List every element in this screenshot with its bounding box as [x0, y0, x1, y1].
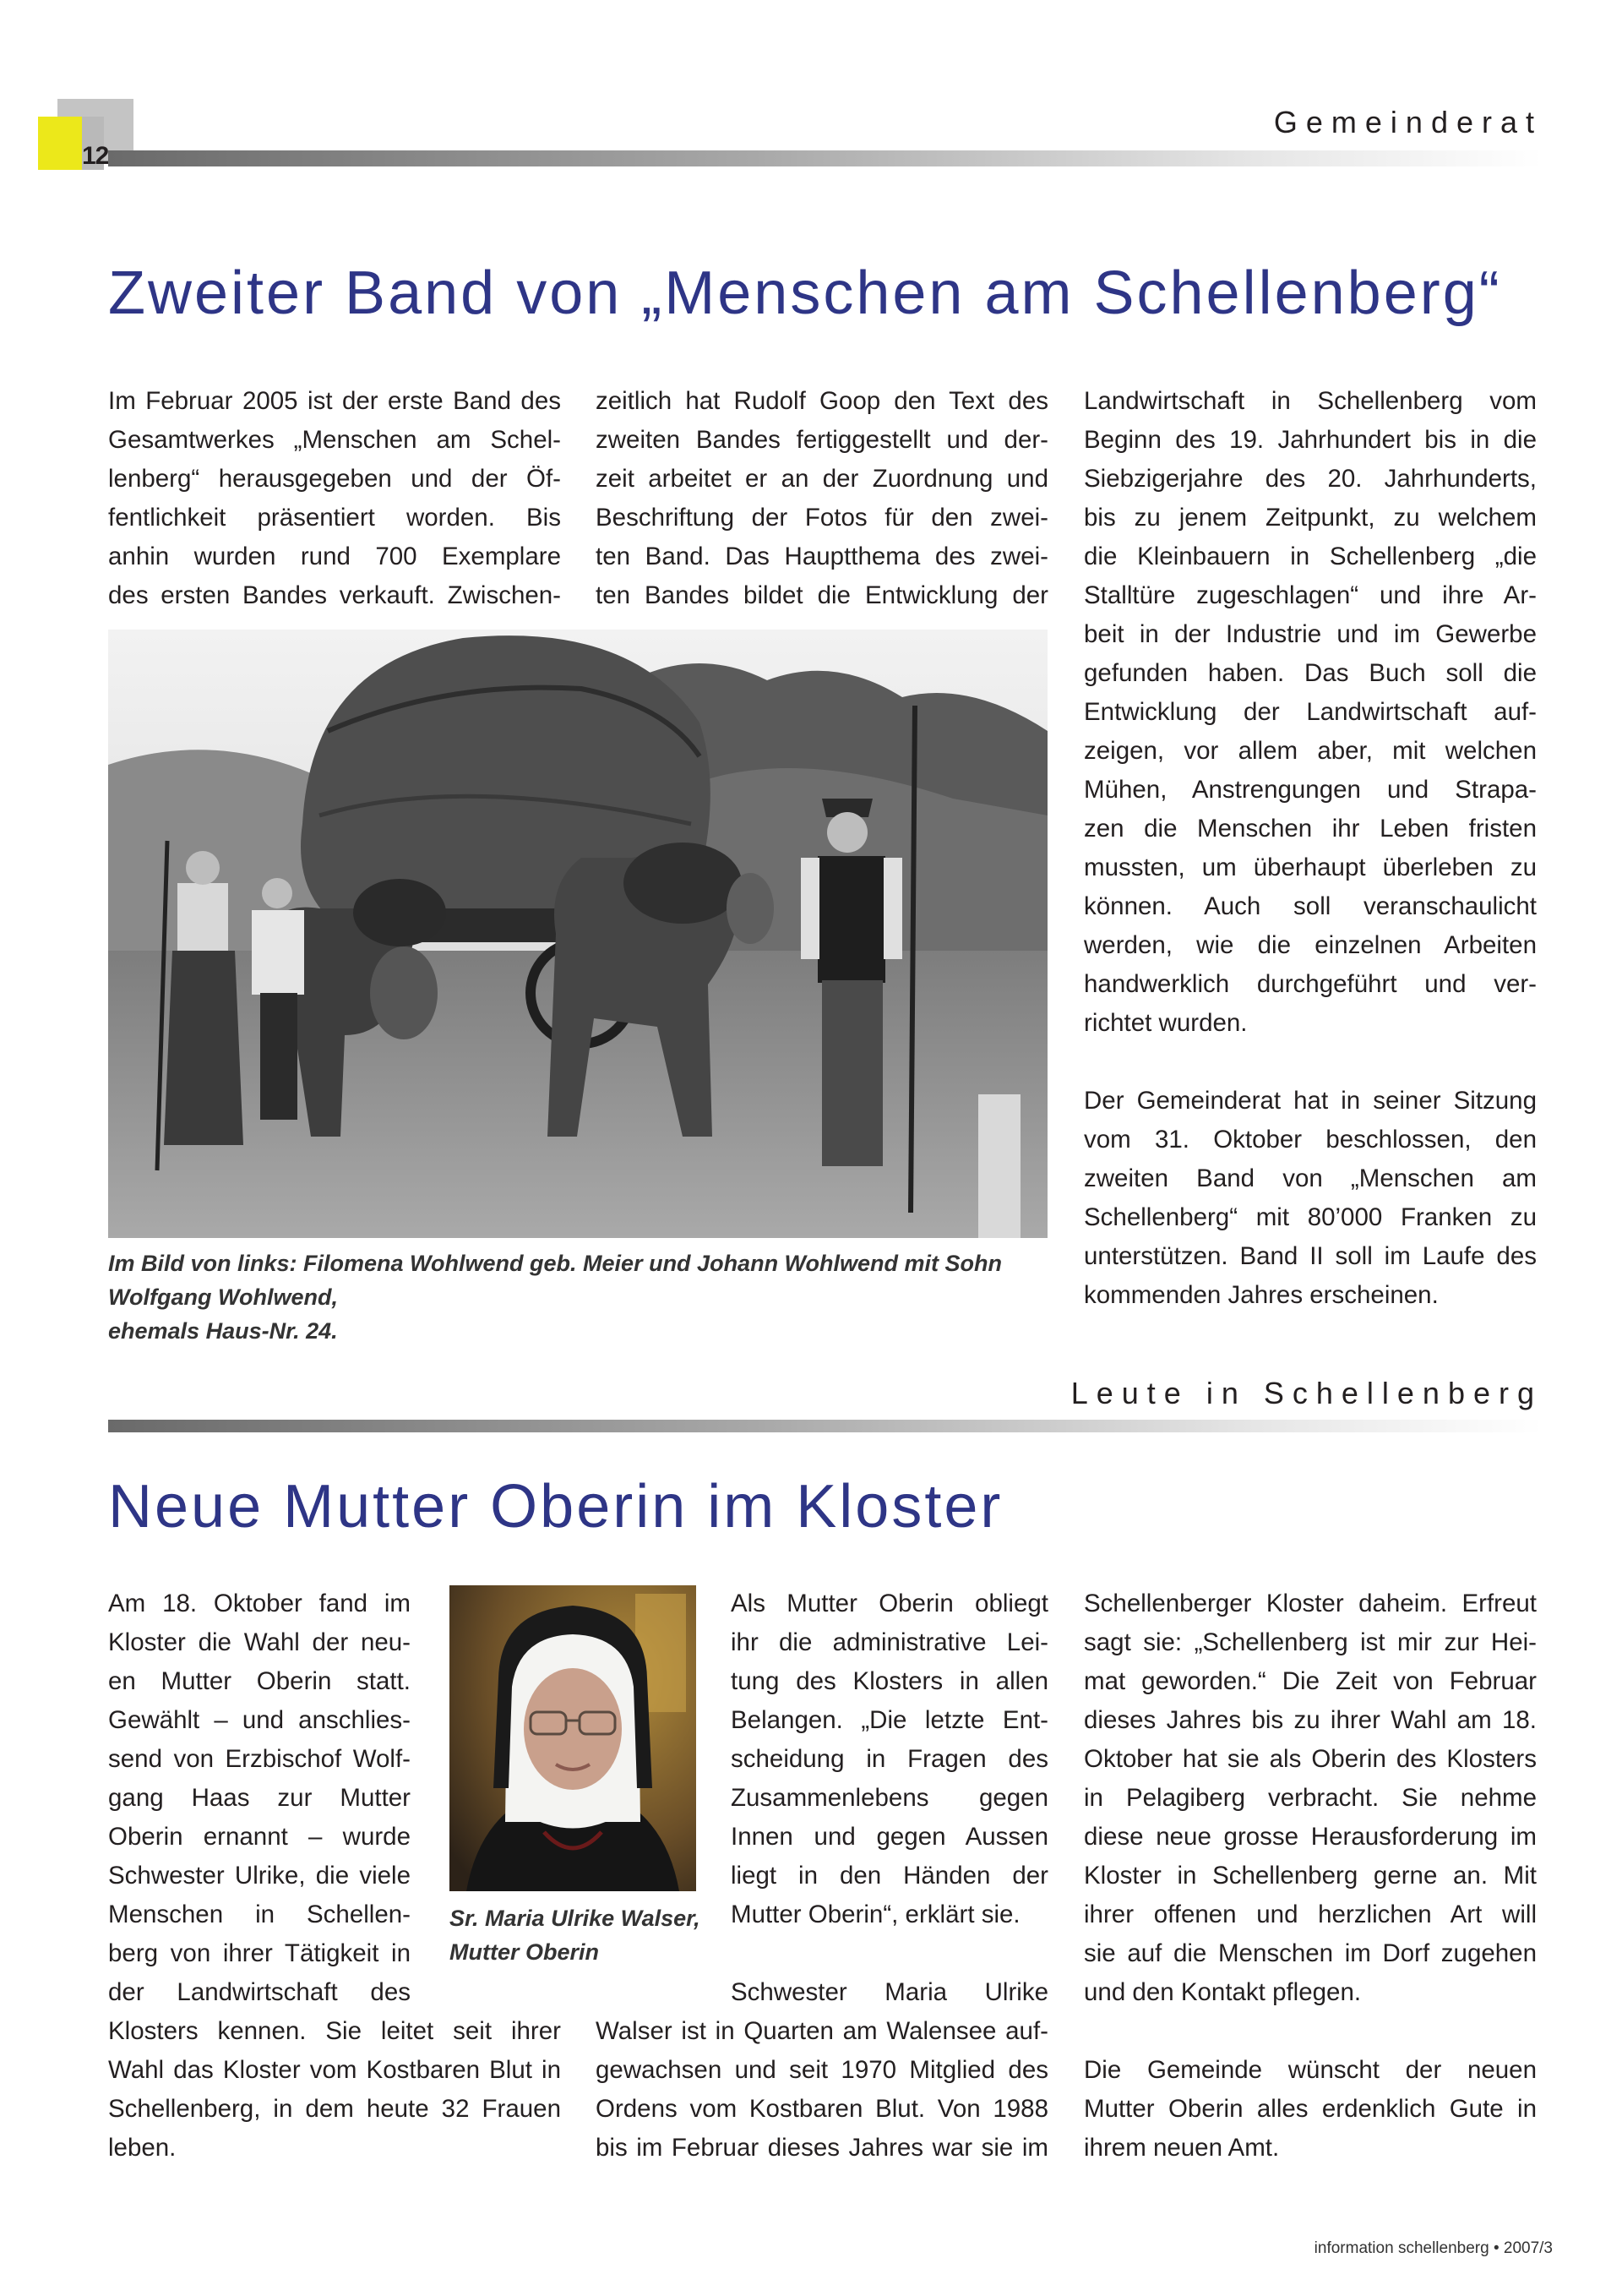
- text-line: Wahl das Kloster vom Kostbaren Blut in: [108, 2056, 561, 2084]
- article1-col3-paragraph-1: [1084, 382, 1537, 1043]
- text-line: Kloster in Schellenberg gerne an. Mit: [1084, 1862, 1537, 1890]
- caption-line: Mutter Oberin: [449, 1939, 600, 1965]
- text-line: Innen und gegen Aussen: [731, 1823, 1048, 1851]
- text-line: dieses Jahres bis zu ihrer Wahl am 18.: [1084, 1706, 1537, 1734]
- text-line: Schellenberger Kloster daheim. Erfreut: [1084, 1590, 1537, 1617]
- text-line: mussten, um überhaupt überleben zu: [1084, 854, 1537, 881]
- section-divider-gradient-bar: [108, 1420, 1543, 1432]
- text-line: Oktober hat sie als Oberin des Klosters: [1084, 1745, 1537, 1773]
- text-line: scheidung in Fragen des: [731, 1745, 1048, 1773]
- article1-column-2: [596, 382, 1048, 615]
- article2-col2-paragraph-2: [596, 1973, 1048, 2168]
- text-line: Als Mutter Oberin obliegt: [731, 1590, 1048, 1617]
- text-line: richtet wurden.: [1084, 1009, 1248, 1037]
- text-line: Menschen in Schellen-: [108, 1901, 411, 1928]
- text-line: gewachsen und seit 1970 Mitglied des: [596, 2056, 1048, 2084]
- text-line: mat geworden.“ Die Zeit von Februar: [1084, 1667, 1537, 1695]
- hay-wagon-photo-illustration: [108, 630, 1048, 1238]
- article1-col1-paragraph: [108, 382, 561, 615]
- text-line: leben.: [108, 2134, 177, 2162]
- text-line: können. Auch soll veranschaulicht: [1084, 892, 1537, 920]
- text-line: en Mutter Oberin statt.: [108, 1667, 411, 1695]
- text-line: beit in der Industrie und im Gewerbe: [1084, 620, 1537, 648]
- text-line: anhin wurden rund 700 Exemplare: [108, 543, 561, 570]
- text-line: Die Gemeinde wünscht der neuen: [1084, 2056, 1537, 2084]
- text-line: diese neue grosse Herausforderung im: [1084, 1823, 1537, 1851]
- text-line: Siebzigerjahre des 20. Jahrhunderts,: [1084, 465, 1537, 493]
- page-number: 12: [82, 142, 109, 170]
- text-line: des ersten Bandes verkauft. Zwischen-: [108, 581, 561, 609]
- text-line: Schwester Ulrike, die viele: [108, 1862, 411, 1890]
- text-line: liegt in den Händen der: [731, 1862, 1048, 1890]
- caption-line: Sr. Maria Ulrike Walser,: [449, 1906, 700, 1931]
- caption-line: Im Bild von links: Filomena Wohlwend geb. Meier und Johann Wohlwend mit Sohn Wolfgang Wohlwend,: [108, 1251, 1003, 1310]
- text-line: ten Band. Das Hauptthema des zwei-: [596, 543, 1048, 570]
- text-line: zen die Menschen ihr Leben fristen: [1084, 815, 1537, 843]
- text-line: lenberg“ herausgegeben und der Öf-: [108, 465, 561, 493]
- text-line: ihr die administrative Lei-: [731, 1628, 1048, 1656]
- text-line: Gesamtwerkes „Menschen am Schel-: [108, 426, 561, 454]
- article1-title: Zweiter Band von „Menschen am Schellenberg“: [108, 259, 1502, 327]
- text-line: tung des Klosters in allen: [731, 1667, 1048, 1695]
- text-line: zeigen, vor allem aber, mit welchen: [1084, 737, 1537, 765]
- text-line: sie auf die Menschen im Dorf zugehen: [1084, 1939, 1537, 1967]
- text-line: bis im Februar dieses Jahres war sie im: [596, 2134, 1048, 2162]
- text-line: Schellenberg, in dem heute 32 Frauen: [108, 2095, 561, 2123]
- caption-line: ehemals Haus-Nr. 24.: [108, 1318, 338, 1344]
- section-label-gemeinderat: Gemeinderat: [1273, 105, 1543, 139]
- text-line: zeit arbeitet er an der Zuordnung und: [596, 465, 1048, 493]
- text-line: gang Haas zur Mutter: [108, 1784, 411, 1812]
- text-line: ihrer offenen und herzlichen Art will: [1084, 1901, 1537, 1928]
- text-line: gefunden haben. Das Buch soll die: [1084, 659, 1537, 687]
- text-line: berg von ihrer Tätigkeit in: [108, 1939, 411, 1967]
- text-line: Mutter Oberin“, erklärt sie.: [731, 1901, 1021, 1928]
- text-line: Oberin ernannt – wurde: [108, 1823, 411, 1851]
- text-line: sagt sie: „Schellenberg ist mir zur Hei-: [1084, 1628, 1537, 1656]
- text-line: Schwester Maria Ulrike: [731, 1978, 1048, 2006]
- hay-wagon-oxen-photo: [108, 630, 1048, 1238]
- footer-publication-info: information schellenberg • 2007/3: [1314, 2239, 1553, 2257]
- article1-photo-caption: [108, 1246, 1054, 1348]
- text-line: Beginn des 19. Jahrhundert bis in die: [1084, 426, 1537, 454]
- text-line: vom 31. Oktober beschlossen, den: [1084, 1126, 1537, 1153]
- text-line: Kloster die Wahl der neu-: [108, 1628, 411, 1656]
- article2-col3-paragraph-1: [1084, 1584, 1537, 2012]
- text-line: ihrem neuen Amt.: [1084, 2134, 1280, 2162]
- header-gradient-bar: [108, 150, 1543, 166]
- article1-col3-paragraph-2: [1084, 1082, 1537, 1315]
- text-line: Stalltüre zugeschlagen“ und ihre Ar-: [1084, 581, 1537, 609]
- text-line: Beschriftung der Fotos für den zwei-: [596, 504, 1048, 532]
- text-line: werden, wie die einzelnen Arbeiten: [1084, 931, 1537, 959]
- text-line: Landwirtschaft in Schellenberg vom: [1084, 387, 1537, 415]
- text-line: die Kleinbauern in Schellenberg „die: [1084, 543, 1537, 570]
- article1-column-1: [108, 382, 561, 615]
- text-line: Der Gemeinderat hat in seiner Sitzung: [1084, 1087, 1537, 1115]
- article1-col2-paragraph: [596, 382, 1048, 615]
- text-line: send von Erzbischof Wolf-: [108, 1745, 411, 1773]
- article2-column-3: [1084, 1584, 1537, 2168]
- text-line: Am 18. Oktober fand im: [108, 1590, 411, 1617]
- article2-title: Neue Mutter Oberin im Kloster: [108, 1473, 1004, 1541]
- text-line: Klosters kennen. Sie leitet seit ihrer: [108, 2017, 561, 2045]
- article2-column-2: [596, 1584, 1048, 2168]
- text-line: in Pelagiberg verbracht. Sie nehme: [1084, 1784, 1537, 1812]
- text-line: Gewählt – und anschlies-: [108, 1706, 411, 1734]
- text-line: handwerklich durchgeführt und ver-: [1084, 970, 1537, 998]
- article2-col3-paragraph-2: [1084, 2051, 1537, 2168]
- text-line: Walser ist in Quarten am Walensee auf-: [596, 2017, 1048, 2045]
- section-label-leute-in-schellenberg: Leute in Schellenberg: [1070, 1376, 1543, 1410]
- text-line: zweiten Bandes fertiggestellt und der-: [596, 426, 1048, 454]
- text-line: zweiten Band von „Menschen am: [1084, 1164, 1537, 1192]
- text-line: der Landwirtschaft des: [108, 1978, 411, 2006]
- text-line: Im Februar 2005 ist der erste Band des: [108, 387, 561, 415]
- text-line: Mühen, Anstrengungen und Strapa-: [1084, 776, 1537, 804]
- text-line: Schellenberg“ mit 80’000 Franken zu: [1084, 1203, 1537, 1231]
- text-line: Mutter Oberin alles erdenklich Gute in: [1084, 2095, 1537, 2123]
- text-line: ten Bandes bildet die Entwicklung der: [596, 581, 1048, 609]
- text-line: Ordens vom Kostbaren Blut. Von 1988: [596, 2095, 1048, 2123]
- text-line: kommenden Jahres erscheinen.: [1084, 1281, 1439, 1309]
- article2-col2-paragraph-1: [596, 1584, 1048, 1934]
- text-line: und den Kontakt pflegen.: [1084, 1978, 1362, 2006]
- text-line: bis zu jenem Zeitpunkt, zu welchem: [1084, 504, 1537, 532]
- text-line: Zusammenlebens gegen: [731, 1784, 1048, 1812]
- article1-column-3: [1084, 382, 1537, 1315]
- text-line: unterstützen. Band II soll im Laufe des: [1084, 1242, 1537, 1270]
- text-line: Belangen. „Die letzte Ent-: [731, 1706, 1048, 1734]
- text-line: zeitlich hat Rudolf Goop den Text des: [596, 387, 1048, 415]
- text-line: Entwicklung der Landwirtschaft auf-: [1084, 698, 1537, 726]
- text-line: fentlichkeit präsentiert worden. Bis: [108, 504, 561, 532]
